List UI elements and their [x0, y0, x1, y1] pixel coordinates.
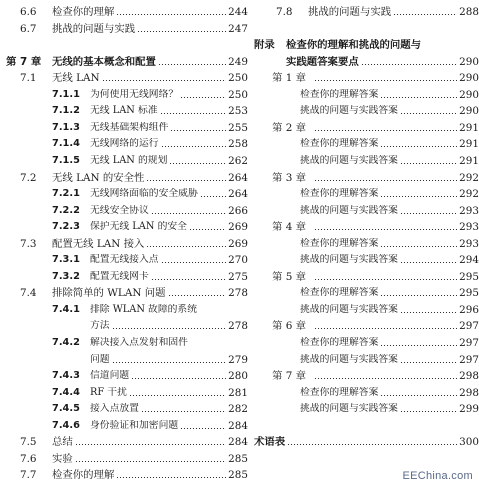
toc-entry[interactable] [252, 217, 479, 233]
dot-leader [112, 328, 227, 329]
dot-leader [400, 411, 457, 412]
entry-number: 第 5 章 [272, 270, 306, 283]
entry-number: 7.4.1 [52, 303, 80, 315]
entry-title: 挑战的问题与实践答案 [300, 403, 398, 415]
toc-entry[interactable] [252, 399, 479, 415]
entry-number: 6.6 [20, 6, 37, 18]
dot-leader [158, 64, 226, 65]
entry-title: 检查你的理解答案 [300, 88, 379, 100]
dot-leader [189, 229, 226, 230]
toc-entry[interactable] [0, 201, 248, 217]
entry-number: 7.4 [20, 287, 37, 300]
dot-leader [116, 14, 226, 15]
entry-page-number: 293 [459, 204, 479, 217]
entry-title: 排除简单的 WLAN 问题 [52, 287, 166, 300]
dot-leader [380, 295, 457, 296]
entry-title: 无线安全协议 [90, 204, 149, 216]
entry-number: 第 3 章 [272, 171, 306, 184]
toc-entry [0, 35, 248, 51]
entry-page-number: 291 [459, 154, 479, 167]
entry-title: 检查你的理解答案 [300, 337, 379, 348]
dot-leader [287, 444, 457, 445]
dot-leader [169, 163, 226, 164]
entry-number: 7.6 [20, 452, 37, 465]
entry-title: 挑战的问题与实践 [52, 22, 136, 35]
entry-number: 7.3 [20, 237, 37, 250]
entry-title: 无线 LAN [52, 72, 100, 85]
toc-entry[interactable] [0, 184, 248, 200]
entry-title: 挑战的问题与实践答案 [300, 254, 398, 266]
toc-entry[interactable] [252, 283, 479, 299]
toc-entry[interactable] [252, 134, 479, 150]
toc-entry[interactable] [0, 416, 248, 432]
toc-entry[interactable] [0, 217, 248, 233]
entry-number: 7.2.3 [52, 221, 80, 233]
toc-entry[interactable] [252, 300, 479, 316]
dot-leader [400, 362, 457, 363]
toc-entry[interactable] [252, 85, 479, 101]
dot-leader [380, 395, 457, 396]
toc-entry[interactable] [252, 432, 479, 448]
entry-title: 挑战的问题与实践 [308, 6, 392, 18]
dot-leader [400, 213, 457, 214]
entry-number: 7.7 [20, 469, 37, 482]
entry-title: 挑战的问题与实践答案 [300, 353, 398, 365]
entry-title: 无线基础架构组件 [90, 121, 169, 133]
entry-page-number: 295 [459, 270, 479, 283]
dot-leader [393, 14, 457, 15]
toc-entry[interactable] [0, 118, 248, 134]
entry-page-number: 285 [228, 452, 248, 465]
entry-page-number: 264 [228, 171, 248, 184]
toc-entry[interactable] [252, 234, 479, 250]
dot-leader [146, 180, 226, 181]
entry-title: 配置无线接入点 [90, 254, 159, 266]
toc-entry[interactable] [0, 101, 248, 117]
entry-number: 7.1.3 [52, 121, 80, 133]
entry-number: 附录 [254, 39, 275, 52]
entry-title: 接入点放置 [90, 403, 139, 415]
entry-page-number: 250 [228, 88, 248, 101]
toc-entry[interactable] [0, 168, 248, 184]
entry-number: 7.1.2 [52, 105, 80, 117]
dot-leader [400, 262, 457, 263]
entry-number: 7.3.1 [52, 254, 80, 266]
entry-page-number: 300 [459, 436, 479, 449]
entry-page-number: 296 [459, 303, 479, 316]
entry-title: 方法 [90, 320, 110, 332]
entry-number: 第 1 章 [272, 72, 306, 85]
entry-number: 7.8 [276, 6, 293, 18]
entry-page-number: 288 [459, 6, 479, 18]
entry-page-number: 295 [459, 287, 479, 300]
dot-leader [161, 262, 227, 263]
toc-entry[interactable] [0, 52, 248, 68]
dot-leader [380, 246, 457, 247]
toc-entry[interactable] [0, 316, 248, 332]
entry-number: 7.4.5 [52, 403, 80, 415]
entry-page-number: 292 [459, 188, 479, 201]
entry-number: 第 4 章 [272, 221, 306, 234]
dot-leader [75, 444, 226, 445]
entry-page-number: 278 [228, 320, 248, 333]
entry-page-number: 279 [228, 353, 248, 366]
entry-number: 7.4.6 [52, 419, 80, 431]
entry-page-number: 284 [228, 436, 248, 449]
toc-entry[interactable] [252, 52, 479, 68]
watermark: EEChina.com [402, 470, 473, 482]
toc-entry[interactable] [0, 85, 248, 101]
entry-page-number: 244 [228, 6, 248, 18]
entry-page-number: 249 [228, 55, 248, 68]
entry-page-number: 269 [228, 221, 248, 234]
entry-number: 第 7 章 [6, 55, 42, 68]
entry-number: 7.1.1 [52, 88, 80, 100]
entry-number: 第 2 章 [272, 121, 306, 134]
dot-leader [168, 295, 227, 296]
toc-entry[interactable] [0, 283, 248, 299]
entry-title: 术语表 [254, 436, 286, 449]
entry-page-number: 291 [459, 138, 479, 151]
entry-number: 7.2 [20, 171, 37, 184]
entry-page-number: 247 [228, 22, 248, 35]
dot-leader [314, 80, 457, 81]
entry-title: 无线的基本概念和配置 [52, 55, 156, 68]
entry-title: 实验 [52, 452, 73, 465]
entry-page-number: 298 [459, 370, 479, 383]
toc-entry[interactable] [0, 383, 248, 399]
toc-entry [252, 416, 479, 432]
entry-title: 配置无线 LAN 接入 [52, 237, 145, 250]
entry-page-number: 258 [228, 138, 248, 151]
dot-leader [400, 113, 457, 114]
dot-leader [200, 196, 226, 197]
toc-entry[interactable] [252, 184, 479, 200]
toc-entry[interactable] [252, 267, 479, 283]
toc-entry[interactable] [0, 300, 248, 316]
entry-page-number: 250 [228, 72, 248, 85]
entry-title: 解决接入点发射和固件 [90, 337, 188, 348]
toc-entry[interactable] [252, 151, 479, 167]
entry-page-number: 255 [228, 121, 248, 134]
entry-page-number: 282 [228, 403, 248, 416]
entry-title: 挑战的问题与实践答案 [300, 154, 398, 166]
toc-entry[interactable] [0, 2, 248, 18]
entry-number: 7.4.3 [52, 370, 80, 382]
entry-number: 7.5 [20, 436, 37, 449]
entry-title: 为何使用无线网络？ [90, 88, 179, 100]
toc-entry[interactable] [0, 68, 248, 84]
entry-title: 检查你的理解答案 [300, 287, 379, 299]
toc-entry[interactable] [252, 201, 479, 217]
toc-entry[interactable] [0, 333, 248, 349]
entry-number: 7.2.2 [52, 204, 80, 216]
dot-leader [170, 130, 226, 131]
dot-leader [141, 411, 226, 412]
dot-leader [314, 229, 457, 230]
entry-number: 7.1 [20, 72, 37, 85]
dot-leader [380, 345, 457, 346]
entry-page-number: 299 [459, 403, 479, 416]
entry-number: 第 6 章 [272, 320, 306, 333]
dot-leader [102, 80, 227, 81]
entry-page-number: 275 [228, 270, 248, 283]
entry-title: RF 干扰 [90, 386, 127, 398]
entry-title: 检查你的理解和挑战的问题与 [286, 39, 422, 52]
entry-title: 检查你的理解 [52, 469, 115, 482]
dot-leader [314, 328, 457, 329]
entry-page-number: 293 [459, 237, 479, 250]
entry-title: 无线网络的运行 [90, 138, 159, 150]
entry-page-number: 297 [459, 320, 479, 333]
toc-entry[interactable] [0, 267, 248, 283]
entry-page-number: 281 [228, 386, 248, 399]
entry-title: 问题 [90, 353, 110, 365]
entry-page-number: 290 [459, 72, 479, 85]
entry-title: 保护无线 LAN 的安全 [90, 221, 187, 233]
entry-title: 检查你的理解答案 [300, 386, 379, 398]
entry-page-number: 280 [228, 370, 248, 383]
entry-number: 7.2.1 [52, 188, 80, 200]
entry-page-number: 285 [228, 469, 248, 482]
dot-leader [131, 378, 226, 379]
entry-title: 排除 WLAN 故障的系统 [90, 303, 198, 315]
entry-page-number: 290 [459, 88, 479, 101]
toc-entry [252, 19, 479, 35]
toc-entry[interactable] [0, 234, 248, 250]
dot-leader [380, 146, 457, 147]
toc-entry[interactable] [252, 333, 479, 349]
entry-title: 挑战的问题与实践答案 [300, 105, 398, 117]
toc-entry[interactable] [252, 35, 479, 51]
toc-entry[interactable] [252, 101, 479, 117]
entry-title: 身份验证和加密问题 [90, 419, 179, 431]
entry-page-number: 290 [459, 55, 479, 68]
entry-title: 实践题答案要点 [286, 55, 359, 68]
entry-title: 挑战的问题与实践答案 [300, 204, 398, 216]
toc-entry[interactable] [0, 366, 248, 382]
dot-leader [75, 461, 226, 462]
toc-entry[interactable] [0, 465, 248, 481]
toc-entry[interactable] [0, 151, 248, 167]
dot-leader [180, 428, 226, 429]
entry-number: 7.4.2 [52, 337, 80, 348]
toc-entry[interactable] [0, 250, 248, 266]
toc-entry[interactable] [0, 449, 248, 465]
entry-title: 检查你的理解答案 [300, 237, 379, 249]
dot-leader [314, 180, 457, 181]
entry-title: 无线 LAN 标准 [90, 105, 158, 117]
toc-entry[interactable] [0, 399, 248, 415]
dot-leader [151, 279, 226, 280]
dot-leader [180, 97, 226, 98]
dot-leader [380, 97, 457, 98]
entry-page-number: 269 [228, 237, 248, 250]
entry-title: 无线 LAN 的规划 [90, 154, 168, 166]
dot-leader [361, 64, 457, 65]
dot-leader [400, 163, 457, 164]
dot-leader [314, 378, 457, 379]
entry-page-number: 293 [459, 221, 479, 234]
toc-entry[interactable] [252, 118, 479, 134]
toc-entry[interactable] [252, 350, 479, 366]
entry-page-number: 291 [459, 121, 479, 134]
toc-entry[interactable] [252, 366, 479, 382]
entry-page-number: 266 [228, 204, 248, 217]
dot-leader [161, 146, 227, 147]
entry-title: 检查你的理解答案 [300, 188, 379, 200]
entry-title: 检查你的理解答案 [300, 138, 379, 150]
entry-page-number: 278 [228, 287, 248, 300]
entry-title: 信道问题 [90, 370, 130, 382]
entry-number: 7.4.4 [52, 386, 80, 398]
toc-entry[interactable] [0, 19, 248, 35]
toc-entry[interactable] [252, 2, 479, 18]
dot-leader [116, 477, 226, 478]
dot-leader [129, 395, 226, 396]
entry-page-number: 253 [228, 105, 248, 118]
toc-entry[interactable] [252, 250, 479, 266]
entry-number: 7.3.2 [52, 270, 80, 282]
entry-page-number: 294 [459, 254, 479, 267]
entry-title: 无线 LAN 的安全性 [52, 171, 145, 184]
entry-page-number: 262 [228, 154, 248, 167]
entry-page-number: 298 [459, 386, 479, 399]
entry-page-number: 292 [459, 171, 479, 184]
toc-entry[interactable] [252, 68, 479, 84]
entry-number: 第 7 章 [272, 370, 306, 383]
entry-title: 无线网络面临的安全威胁 [90, 188, 198, 200]
entry-page-number: 270 [228, 254, 248, 267]
dot-leader [314, 130, 457, 131]
entry-number: 7.1.5 [52, 154, 80, 166]
entry-page-number: 264 [228, 188, 248, 201]
entry-title: 挑战的问题与实践答案 [300, 303, 398, 315]
entry-number: 7.1.4 [52, 138, 80, 150]
toc-entry[interactable] [0, 134, 248, 150]
dot-leader [400, 312, 457, 313]
dot-leader [137, 31, 226, 32]
entry-page-number: 297 [459, 337, 479, 349]
toc-entry[interactable] [0, 432, 248, 448]
dot-leader [380, 196, 457, 197]
toc-entry[interactable] [252, 316, 479, 332]
toc-entry[interactable] [0, 350, 248, 366]
entry-page-number: 284 [228, 419, 248, 432]
dot-leader [151, 213, 226, 214]
entry-page-number: 297 [459, 353, 479, 366]
toc-entry[interactable] [252, 383, 479, 399]
entry-page-number: 290 [459, 105, 479, 118]
dot-leader [160, 113, 227, 114]
dot-leader [112, 362, 227, 363]
dot-leader [314, 279, 457, 280]
toc-entry[interactable] [252, 168, 479, 184]
dot-leader [146, 246, 226, 247]
entry-number: 6.7 [20, 22, 37, 35]
entry-title: 检查你的理解 [52, 6, 115, 18]
entry-title: 配置无线网卡 [90, 270, 149, 282]
entry-title: 总结 [52, 436, 73, 449]
